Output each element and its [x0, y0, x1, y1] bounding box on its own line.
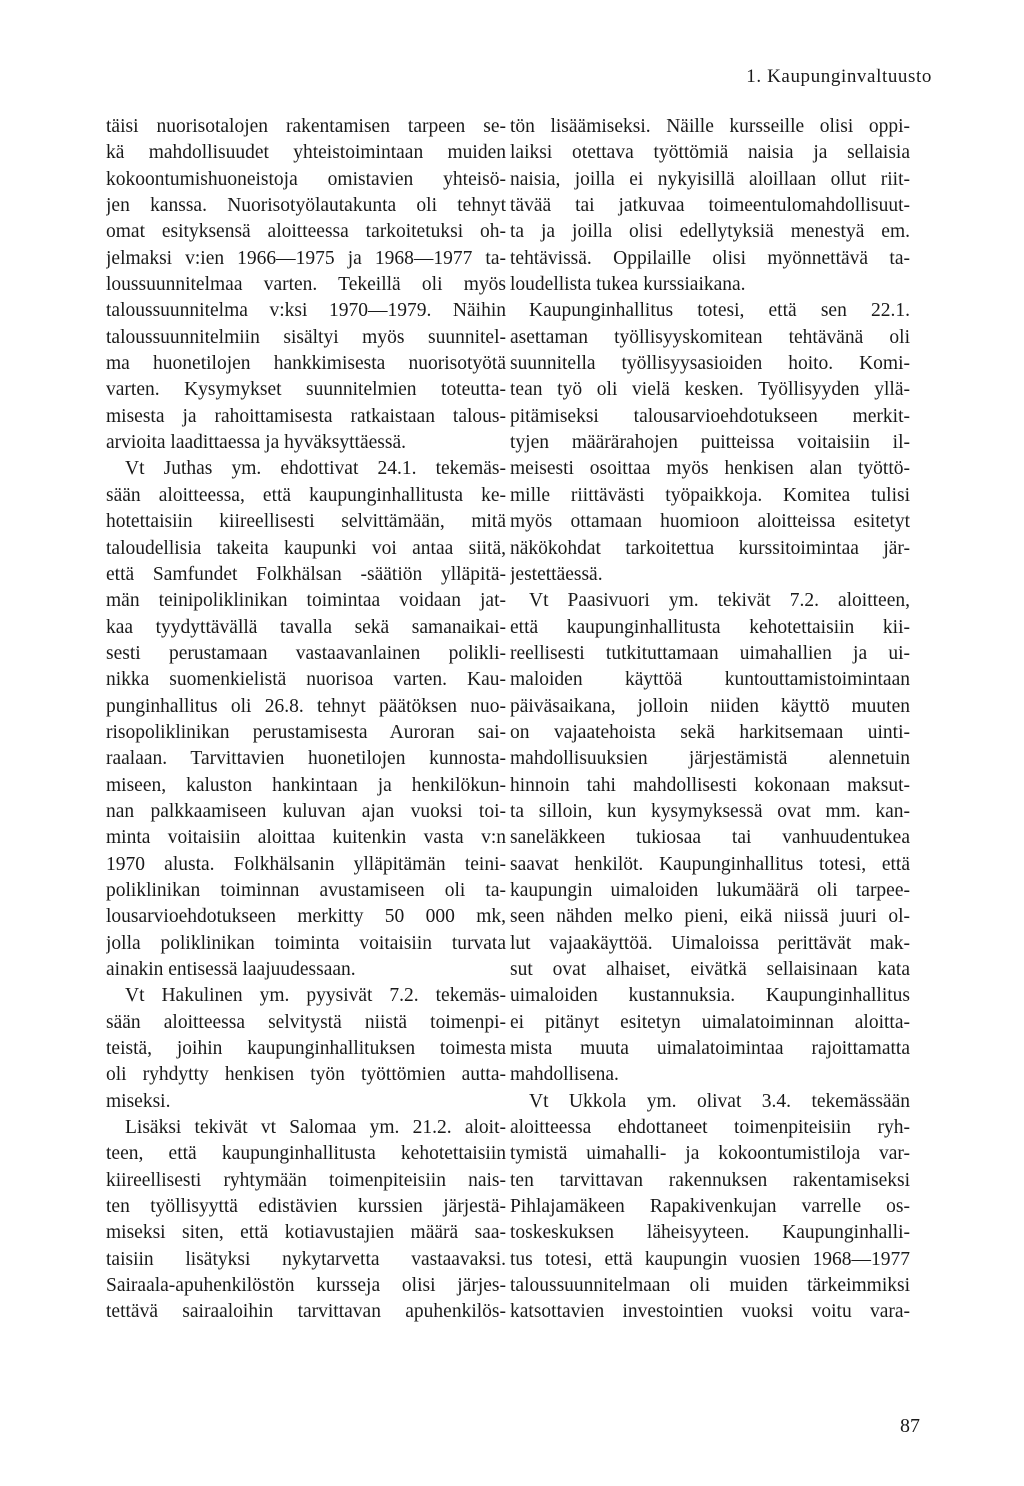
text-line: näkökohdat tarkoitettua kurssitoimintaa jär-: [510, 537, 910, 559]
text-line: kä mahdollisuudet yhteistoimintaan muiden: [106, 142, 506, 164]
text-line: että kaupunginhallitusta kehotettaisiin kii-: [510, 616, 910, 638]
page-number: 87: [900, 1415, 920, 1437]
text-line: taloussuunnitelmaan oli muiden tärkeimmiksi: [510, 1275, 910, 1297]
text-line: tävää tai jatkuvaa toimeentulomahdollisuut-: [510, 195, 910, 217]
text-line: sut ovat alhaiset, eivätkä sellaisinaan kata: [510, 959, 910, 980]
text-line: lousarvioehdotukseen merkitty 50 000 mk,: [106, 906, 506, 928]
text-line: tön lisäämiseksi. Näille kursseille olisi oppi-: [510, 116, 910, 137]
text-line: laiksi otettava työttömiä naisia ja sellaisia: [510, 142, 910, 164]
text-line: maloiden käyttöä kuntouttamistoimintaan: [510, 669, 910, 691]
text-line: taloudellisia takeita kaupunki voi antaa siitä,: [106, 537, 506, 559]
text-line: jen kanssa. Nuorisotyölautakunta oli tehnyt: [106, 195, 506, 217]
text-line: Kaupunginhallitus totesi, että sen 22.1.: [529, 300, 910, 322]
text-line: ma huonetilojen hankkimisesta nuorisotyötä: [106, 353, 506, 375]
text-line: teen, että kaupunginhallitusta kehotettaisiin: [106, 1143, 506, 1165]
text-line: ta silloin, kun kysymyksessä ovat mm. kan-: [510, 800, 910, 822]
text-line: toskeskuksen läheisyyteen. Kaupunginhalli-: [510, 1222, 910, 1244]
text-line: kokoontumishuoneistoja omistavien yhteisö-: [106, 168, 506, 190]
text-line: mille riittävästi työpaikkoja. Komitea tulisi: [510, 484, 910, 506]
text-line: saavat henkilöt. Kaupunginhallitus totesi, että: [510, 853, 910, 875]
text-line: Lisäksi tekivät vt Salomaa ym. 21.2. aloit-: [125, 1117, 506, 1139]
text-line: tus totesi, että kaupungin vuosien 1968—1977: [510, 1248, 910, 1270]
text-line: risopoliklinikan perustamisesta Auroran sai-: [106, 721, 506, 743]
text-line: taloussuunnitelma v:ksi 1970—1979. Näihin: [106, 300, 506, 322]
text-line: tettävä sairaaloihin tarvittavan apuhenkilös-: [106, 1301, 506, 1323]
text-line: hotettaisiin kiireellisesti selvittämään, mitä: [106, 511, 506, 533]
text-line: tean työ oli vielä kesken. Työllisyyden yllä-: [510, 379, 910, 401]
text-line: 1970 alusta. Folkhälsanin ylläpitämän teini-: [106, 853, 506, 875]
text-line: varten. Kysymykset suunnitelmien toteutta-: [106, 379, 506, 401]
text-line: arvioita laadittaessa ja hyväksyttäessä.: [106, 432, 406, 454]
running-header: 1. Kaupunginvaltuusto: [746, 66, 932, 87]
text-line: taloussuunnitelmiin sisältyi myös suunnitel-: [106, 326, 506, 348]
text-line: uimaloiden kustannuksia. Kaupunginhallitus: [510, 985, 910, 1007]
text-line: sään aloitteessa, että kaupunginhallitusta ke-: [106, 484, 506, 506]
text-line: ten tarvittavan rakennuksen rakentamiseksi: [510, 1169, 910, 1191]
right-text-column: [510, 114, 910, 1326]
text-line: ei pitänyt esitetyn uimalatoiminnan aloitta-: [510, 1011, 910, 1033]
text-line: on vajaatehoista sekä harkitsemaan uinti-: [510, 721, 910, 743]
text-line: omat esityksensä aloitteessa tarkoitetuksi oh-: [106, 221, 506, 243]
text-line: ainakin entisessä laajuudessaan.: [106, 959, 356, 980]
text-line: Vt Juthas ym. ehdottivat 24.1. tekemäs-: [125, 458, 506, 480]
text-line: nan palkkaamiseen kuluvan ajan vuoksi toi-: [106, 800, 506, 822]
text-line: Sairaala-apuhenkilöstön kursseja olisi järjes-: [106, 1275, 506, 1297]
text-line: Vt Paasivuori ym. tekivät 7.2. aloitteen,: [529, 590, 910, 612]
text-line: täisi nuorisotalojen rakentamisen tarpeen se-: [106, 116, 506, 137]
text-line: miseksi siten, että kotiavustajien määrä saa-: [106, 1222, 506, 1244]
text-line: oli ryhdytty henkisen työn työttömien autta-: [106, 1064, 506, 1086]
left-text-column: [106, 114, 506, 1326]
text-line: katsottavien investointien vuoksi voitu vara-: [510, 1301, 910, 1323]
text-line: miseksi.: [106, 1090, 171, 1112]
text-line: suunnitella työllisyysasioiden hoito. Komi-: [510, 353, 910, 375]
text-line: Pihlajamäkeen Rapakivenkujan varrelle os-: [510, 1196, 910, 1218]
text-line: lut vajaakäyttöä. Uimaloissa perittävät mak-: [510, 932, 910, 954]
text-line: saneläkkeen tukiosaa tai vanhuudentukea: [510, 827, 910, 849]
text-line: asettaman työllisyyskomitean tehtävänä oli: [510, 326, 910, 348]
text-line: Vt Ukkola ym. olivat 3.4. tekemässään: [529, 1090, 910, 1112]
text-line: päiväsaikana, jolloin niiden käyttö muuten: [510, 695, 910, 717]
text-line: mista muuta uimalatoimintaa rajoittamatta: [510, 1038, 910, 1060]
text-line: naisia, joilla ei nykyisillä aloillaan ollut riit-: [510, 168, 910, 190]
text-line: pitämiseksi talousarvioehdotukseen merkit-: [510, 405, 910, 427]
text-line: loussuunnitelmaa varten. Tekeillä oli myös: [106, 274, 506, 296]
text-line: ta ja joilla olisi edellytyksiä menestyä em.: [510, 221, 910, 243]
text-line: aloitteessa ehdottaneet toimenpiteisiin ryh-: [510, 1117, 910, 1139]
text-line: minta voitaisiin aloittaa kuitenkin vasta v:n: [106, 827, 506, 849]
text-line: että Samfundet Folkhälsan -säätiön ylläpitä-: [106, 563, 506, 585]
text-line: miseen, kaluston hankintaan ja henkilökun-: [106, 774, 506, 796]
text-line: mahdollisena.: [510, 1064, 619, 1086]
text-line: kiireellisesti ryhtymään toimenpiteisiin nais-: [106, 1169, 506, 1191]
text-line: hinnoin tahi mahdollisesti kokonaan maksut-: [510, 774, 910, 796]
text-line: seen nähden melko pieni, eikä niissä juuri ol-: [510, 906, 910, 928]
text-line: tehtävissä. Oppilaille olisi myönnettävä ta-: [510, 247, 910, 269]
text-line: sään aloitteessa selvitystä niistä toimenpi-: [106, 1011, 506, 1033]
text-line: tyjen määrärahojen puitteissa voitaisiin il-: [510, 432, 910, 454]
text-line: myös ottamaan huomioon aloitteissa esitetyt: [510, 511, 910, 533]
text-line: punginhallitus oli 26.8. tehnyt päätöksen nuo-: [106, 695, 506, 717]
text-line: meisesti osoittaa myös henkisen alan työttö-: [510, 458, 910, 480]
text-line: raalaan. Tarvittavien huonetilojen kunnosta-: [106, 748, 506, 770]
text-line: taisiin lisätyksi nykytarvetta vastaavaksi.: [106, 1248, 506, 1270]
text-line: kaa tyydyttävällä tavalla sekä samanaikai-: [106, 616, 506, 638]
text-line: poliklinikan toiminnan avustamiseen oli ta-: [106, 879, 506, 901]
text-line: loudellista tukea kurssiaikana.: [510, 274, 746, 296]
text-line: reellisesti tutkituttamaan uimahallien ja ui-: [510, 642, 910, 664]
text-line: jelmaksi v:ien 1966—1975 ja 1968—1977 ta-: [106, 247, 506, 269]
text-line: ten työllisyyttä edistävien kurssien järjestä-: [106, 1196, 506, 1218]
text-line: nikka suomenkielistä nuorisoa varten. Kau-: [106, 669, 506, 691]
text-line: teistä, joihin kaupunginhallituksen toimesta: [106, 1038, 506, 1060]
text-line: jolla poliklinikan toiminta voitaisiin turvata: [106, 932, 506, 954]
text-line: Vt Hakulinen ym. pyysivät 7.2. tekemäs-: [125, 985, 506, 1007]
text-line: tymistä uimahalli- ja kokoontumistiloja var-: [510, 1143, 910, 1165]
text-line: män teinipoliklinikan toimintaa voidaan jat-: [106, 590, 506, 612]
text-line: kaupungin uimaloiden lukumäärä oli tarpee-: [510, 879, 910, 901]
text-line: sesti perustamaan vastaavanlainen polikli-: [106, 642, 506, 664]
text-line: jestettäessä.: [510, 563, 603, 585]
text-line: misesta ja rahoittamisesta ratkaistaan talous-: [106, 405, 506, 427]
text-line: mahdollisuuksien järjestämistä alennetuin: [510, 748, 910, 770]
